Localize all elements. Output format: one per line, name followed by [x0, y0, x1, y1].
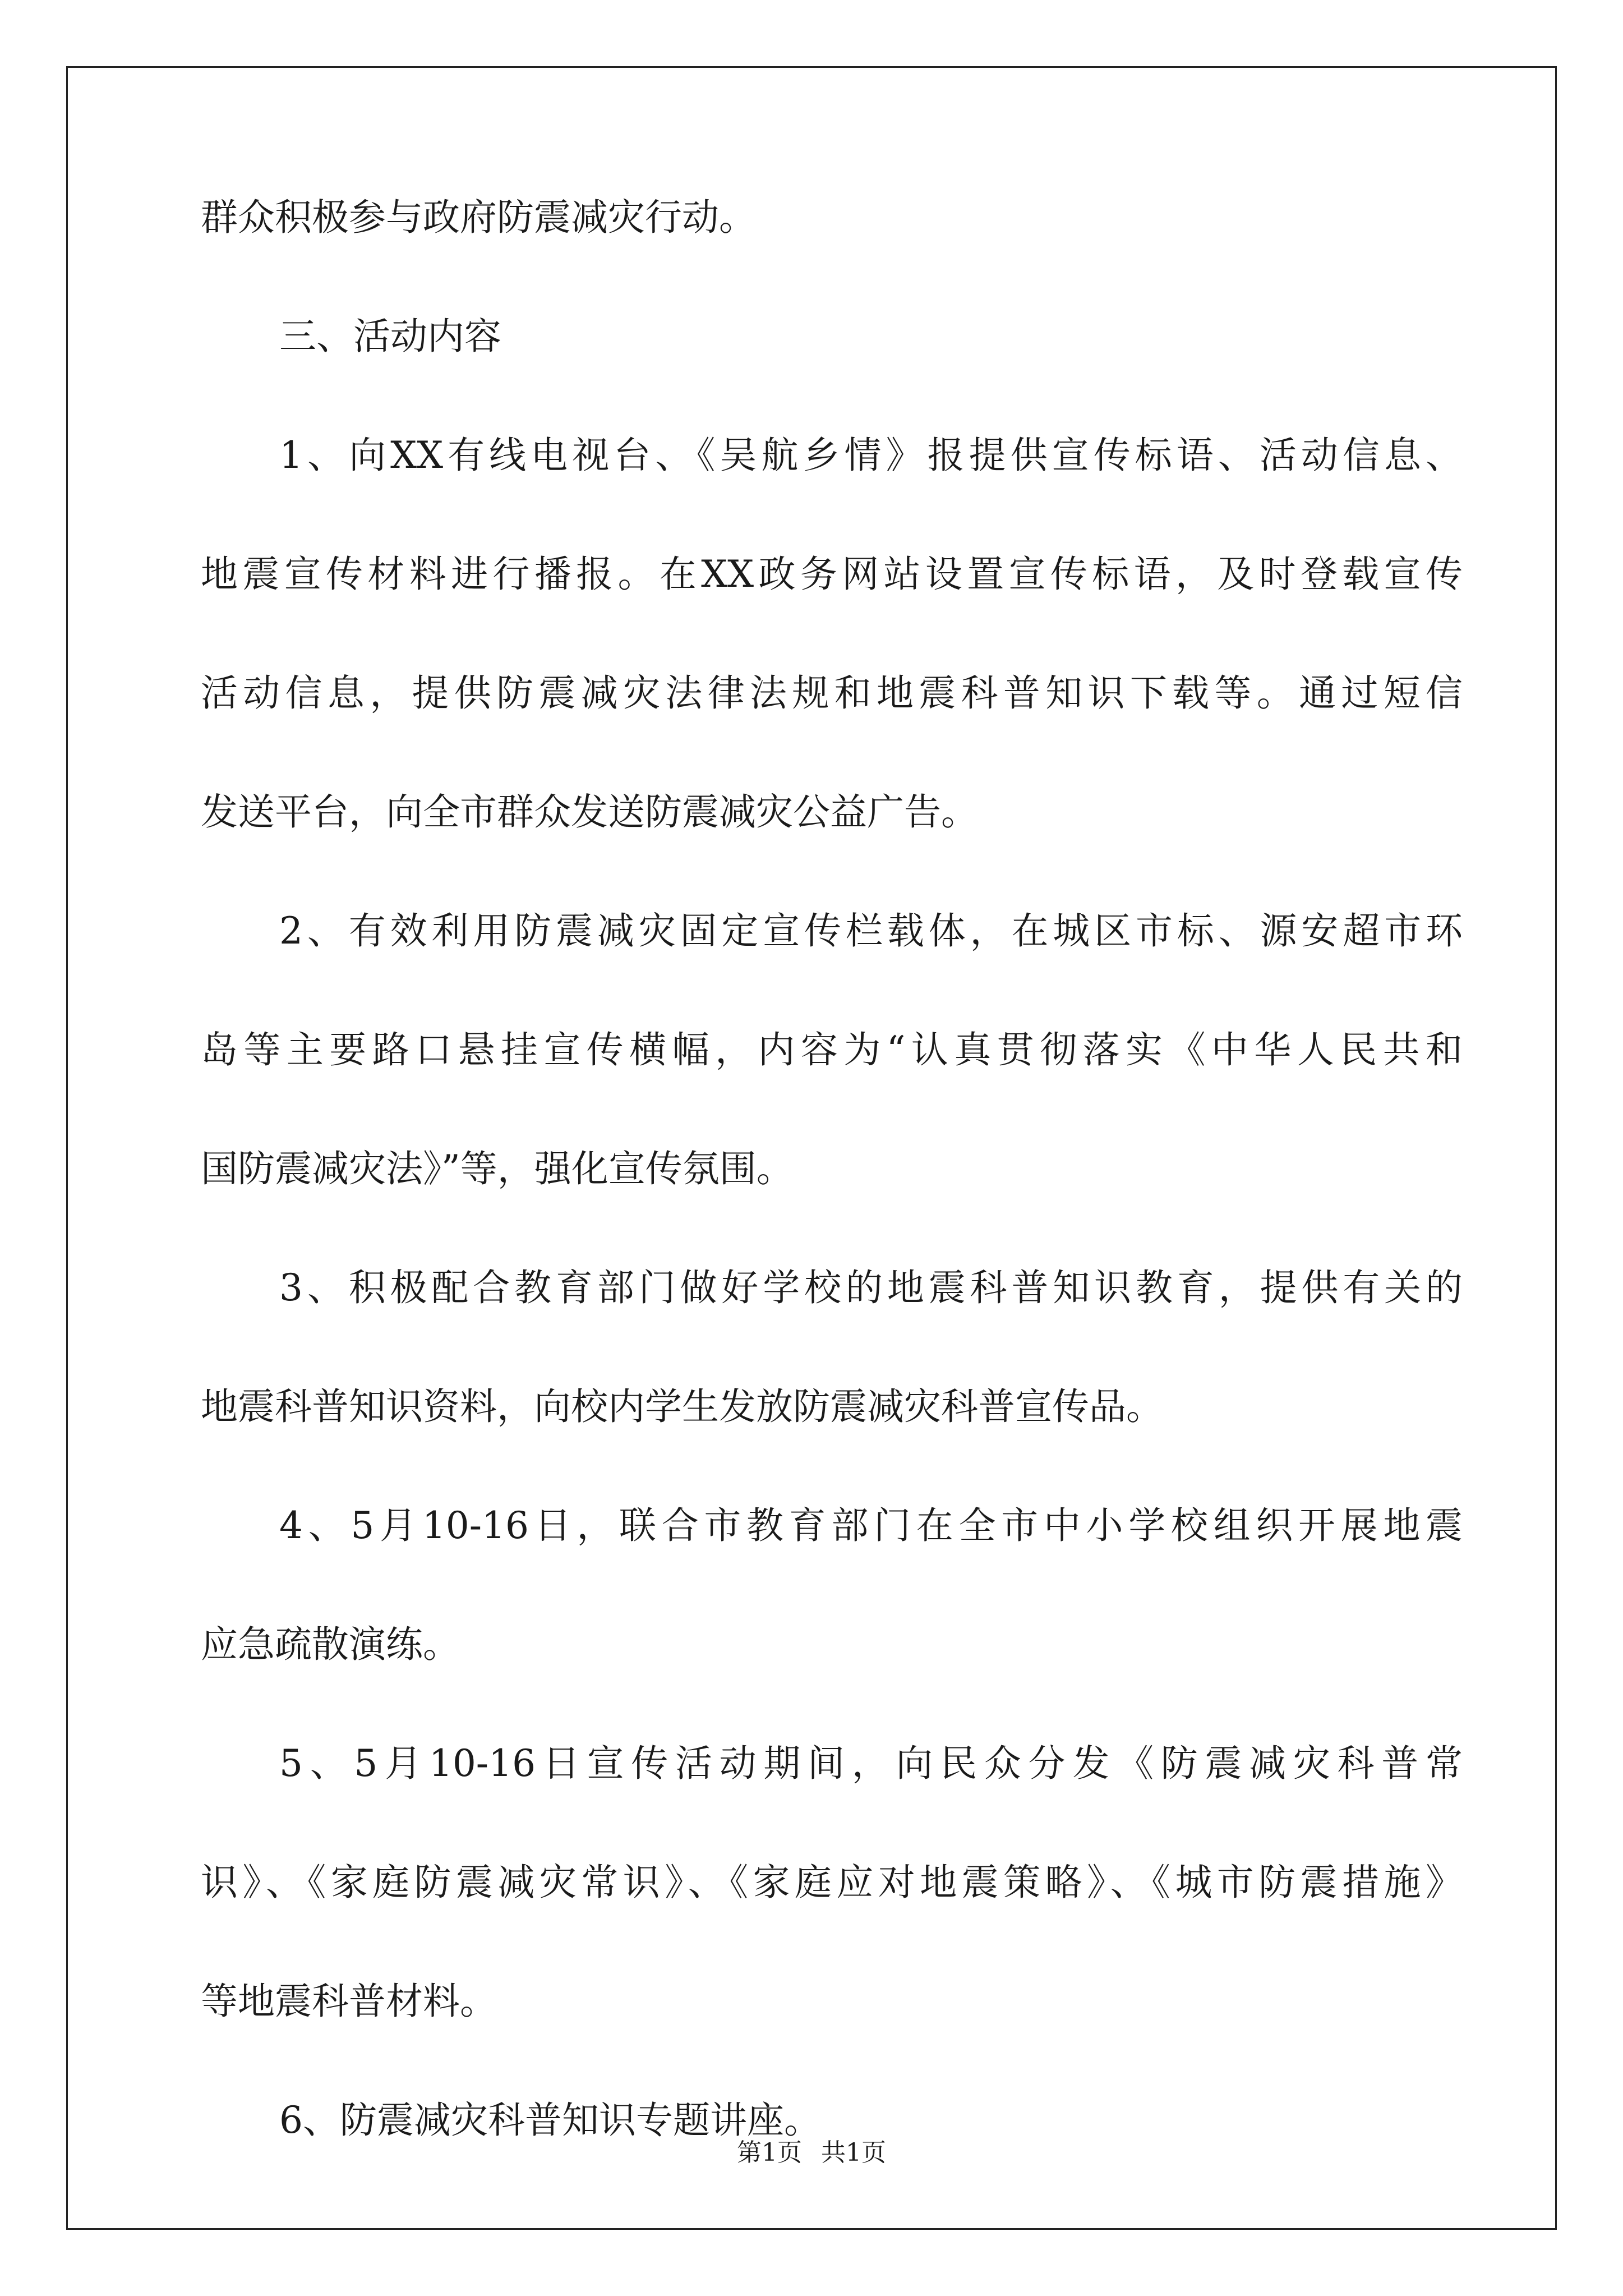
text-line: 活动信息，提供防震减灾法律法规和地震科普知识下载等。通过短信 — [201, 671, 1463, 715]
text-line: 国防震减灾法》”等，强化宣传氛围。 — [201, 1147, 794, 1190]
page-total: 共1页 — [821, 2138, 886, 2167]
text-line: 2、有效利用防震减灾固定宣传栏载体，在城区市标、源安超市环 — [279, 909, 1463, 953]
text-line: 发送平台，向全市群众发送防震减灾公益广告。 — [201, 790, 978, 834]
text-line: 4、5月10-16日，联合市教育部门在全市中小学校组织开展地震 — [279, 1504, 1463, 1547]
text-line: 6、防震减灾科普知识专题讲座。 — [279, 2099, 821, 2142]
text-line: 5、5月10-16日宣传活动期间，向民众分发《防震减灾科普常 — [279, 1742, 1463, 1785]
text-line: 岛等主要路口悬挂宣传横幅，内容为“认真贯彻落实《中华人民共和 — [201, 1028, 1463, 1071]
text-line: 群众积极参与政府防震减灾行动。 — [201, 196, 756, 239]
text-line: 地震宣传材料进行播报。在XX政务网站设置宣传标语，及时登载宣传 — [201, 553, 1463, 596]
text-line: 应急疏散演练。 — [201, 1623, 460, 1666]
text-line: 3、积极配合教育部门做好学校的地震科普知识教育，提供有关的 — [279, 1266, 1463, 1309]
page-footer — [0, 2139, 1623, 2167]
text-line: 等地震科普材料。 — [201, 1980, 497, 2023]
text-line: 地震科普知识资料，向校内学生发放防震减灾科普宣传品。 — [201, 1385, 1163, 1428]
text-line: 1、向XX有线电视台、《吴航乡情》报提供宣传标语、活动信息、 — [279, 434, 1463, 477]
document-body — [201, 196, 1463, 2218]
text-line: 识》、《家庭防震减灾常识》、《家庭应对地震策略》、《城市防震措施》 — [201, 1861, 1463, 1904]
page-number: 第1页 — [737, 2138, 802, 2167]
text-line: 三、活动内容 — [279, 315, 501, 358]
